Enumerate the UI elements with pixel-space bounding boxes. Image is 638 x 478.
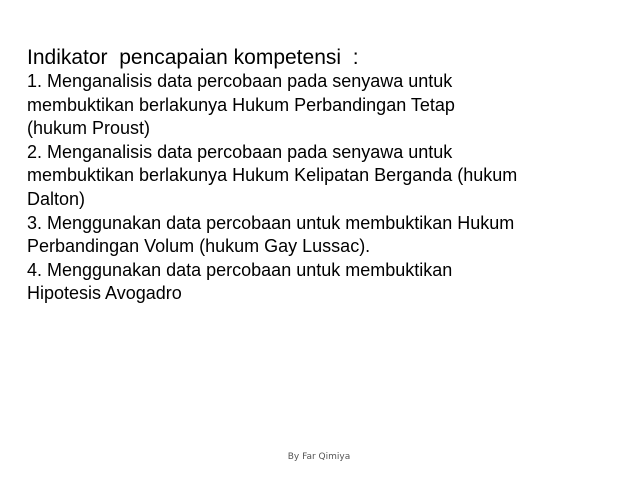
indicator-3-line-1: 3. Menggunakan data percobaan untuk membuktikan Hukum — [27, 212, 515, 233]
indicator-4-line-1: 4. Menggunakan data percobaan untuk membuktikan — [27, 259, 453, 280]
indicator-3-line-2: Perbandingan Volum (hukum Gay Lussac). — [27, 236, 371, 257]
slide-heading: Indikator pencapaian kompetensi : — [27, 46, 359, 69]
indicator-1-line-1: 1. Menganalisis data percobaan pada senyawa untuk — [27, 71, 453, 91]
indicator-2-line-2: membuktikan berlakunya Hukum Kelipatan Berganda (hukum — [27, 165, 518, 186]
indicator-1-line-3: (hukum Proust) — [27, 118, 151, 139]
indicator-2-line-1: 2. Menganalisis data percobaan pada senyawa untuk — [27, 141, 453, 162]
slide-footer: By Far Qimiya — [287, 452, 351, 462]
slide-content — [27, 46, 627, 306]
indicator-2-line-3: Dalton) — [27, 188, 86, 209]
indicator-1-line-2: membuktikan berlakunya Hukum Perbandingan Tetap — [27, 94, 455, 115]
indicator-4-line-2: Hipotesis Avogadro — [27, 283, 182, 304]
